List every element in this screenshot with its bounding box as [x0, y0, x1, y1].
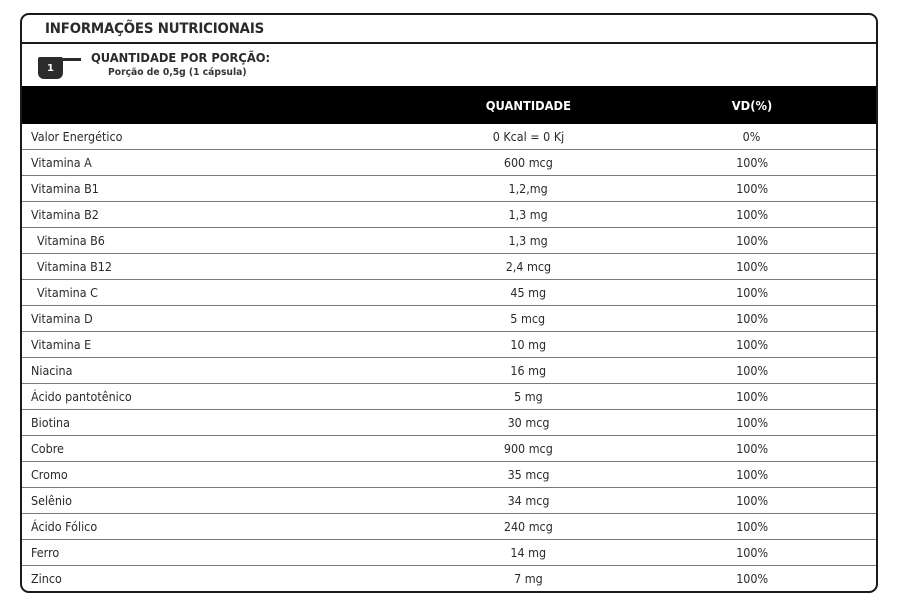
nutrient-quantity: 14 mg [510, 545, 546, 560]
nutrient-name: Vitamina B6 [37, 233, 105, 248]
nutrient-name: Cobre [31, 441, 64, 456]
nutrient-quantity: 1,3 mg [508, 207, 548, 222]
nutrient-name: Selênio [31, 493, 72, 508]
table-row [22, 488, 876, 514]
table-row [22, 176, 876, 202]
nutrient-quantity: 5 mcg [510, 311, 546, 326]
nutrient-name: Niacina [31, 363, 73, 378]
header-vd: VD(%) [731, 97, 772, 113]
portion-subheading: Porção de 0,5g (1 cápsula) [108, 67, 247, 78]
nutrient-vd: 100% [735, 155, 768, 170]
nutrient-name: Vitamina C [37, 285, 98, 300]
table-row [22, 462, 876, 488]
nutrient-vd: 100% [735, 311, 768, 326]
nutrient-vd: 100% [735, 467, 768, 482]
nutrient-vd: 100% [735, 259, 768, 274]
nutrient-vd: 100% [735, 207, 768, 222]
table-row [22, 254, 876, 280]
nutrient-name: Ácido Fólico [31, 519, 98, 534]
header-quantity: QUANTIDADE [485, 97, 571, 113]
table-row [22, 228, 876, 254]
nutrient-quantity: 0 Kcal = 0 Kj [492, 129, 564, 144]
portion-heading: QUANTIDADE POR PORÇÃO: [91, 50, 271, 65]
nutrient-quantity: 7 mg [513, 571, 543, 586]
nutrient-quantity: 2,4 mcg [505, 259, 551, 274]
nutrient-quantity: 34 mcg [507, 493, 549, 508]
nutrient-name: Ácido pantotênico [31, 389, 132, 404]
nutrient-name: Biotina [31, 415, 70, 430]
nutrient-quantity: 900 mcg [503, 441, 553, 456]
nutrient-vd: 100% [735, 181, 768, 196]
table-row [22, 566, 876, 591]
nutrient-name: Ferro [31, 545, 60, 560]
nutrient-vd: 100% [735, 415, 768, 430]
nutrition-facts-panel [20, 13, 878, 593]
table-body [22, 124, 876, 591]
nutrient-vd: 100% [735, 519, 768, 534]
table-row [22, 384, 876, 410]
nutrient-quantity: 35 mcg [507, 467, 549, 482]
nutrient-name: Vitamina A [31, 155, 92, 170]
table-row [22, 332, 876, 358]
table-row [22, 436, 876, 462]
table-row [22, 124, 876, 150]
nutrient-vd: 100% [735, 389, 768, 404]
nutrient-vd: 100% [735, 363, 768, 378]
nutrient-vd: 100% [735, 571, 768, 586]
nutrient-name: Valor Energético [31, 129, 123, 144]
table-row [22, 280, 876, 306]
nutrient-vd: 100% [735, 545, 768, 560]
panel-title [22, 15, 876, 44]
panel-title-text: INFORMAÇÕES NUTRICIONAIS [45, 20, 265, 37]
nutrient-vd: 0% [742, 129, 761, 144]
nutrient-vd: 100% [735, 493, 768, 508]
nutrient-name: Vitamina B12 [37, 259, 112, 274]
nutrient-quantity: 45 mg [510, 285, 546, 300]
table-row [22, 410, 876, 436]
nutrient-name: Vitamina B1 [31, 181, 99, 196]
nutrient-name: Cromo [31, 467, 68, 482]
table-row [22, 358, 876, 384]
table-header [22, 86, 876, 124]
step-badge: 1 [38, 57, 63, 79]
badge-connector-line [63, 58, 81, 61]
table-row [22, 540, 876, 566]
nutrient-quantity: 240 mcg [503, 519, 553, 534]
nutrient-quantity: 30 mcg [507, 415, 549, 430]
nutrient-name: Vitamina D [31, 311, 93, 326]
nutrient-vd: 100% [735, 285, 768, 300]
table-row [22, 514, 876, 540]
nutrient-quantity: 5 mg [513, 389, 543, 404]
table-row [22, 202, 876, 228]
nutrient-name: Vitamina E [31, 337, 92, 352]
nutrient-name: Vitamina B2 [31, 207, 99, 222]
nutrient-name: Zinco [31, 571, 62, 586]
nutrient-quantity: 1,3 mg [508, 233, 548, 248]
table-row [22, 150, 876, 176]
portion-section [22, 44, 876, 86]
nutrient-quantity: 10 mg [510, 337, 546, 352]
nutrient-quantity: 16 mg [510, 363, 546, 378]
nutrient-vd: 100% [735, 233, 768, 248]
nutrient-vd: 100% [735, 441, 768, 456]
nutrient-vd: 100% [735, 337, 768, 352]
nutrient-quantity: 1,2,mg [508, 181, 548, 196]
nutrient-quantity: 600 mcg [503, 155, 553, 170]
table-row [22, 306, 876, 332]
